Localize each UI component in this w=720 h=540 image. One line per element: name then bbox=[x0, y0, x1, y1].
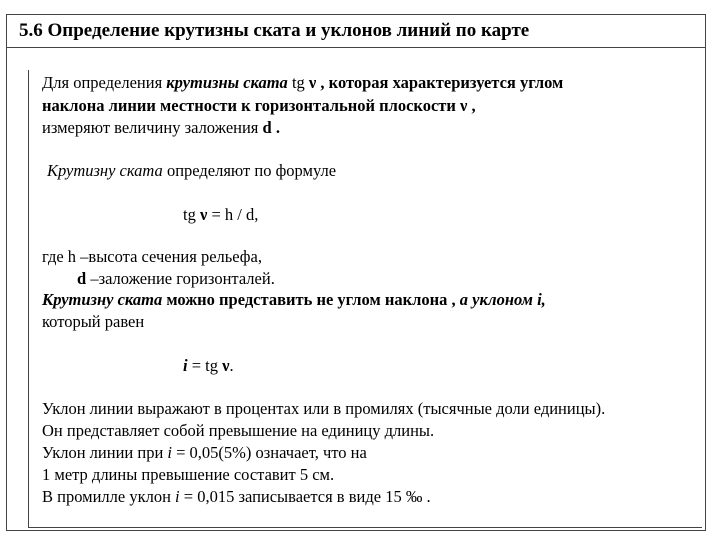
p1-line1 bbox=[42, 73, 563, 93]
text: . bbox=[229, 356, 234, 375]
text: , bbox=[467, 96, 476, 115]
text: Для определения bbox=[42, 73, 167, 92]
nu-symbol: ν bbox=[460, 96, 468, 115]
nu-symbol: ν bbox=[222, 356, 230, 375]
p1-line2 bbox=[42, 96, 476, 116]
formula-2 bbox=[183, 356, 234, 376]
i-symbol: i bbox=[175, 487, 180, 506]
text: наклона линии местности к горизонтальной плоскости bbox=[42, 96, 461, 115]
i-symbol: i bbox=[167, 443, 172, 462]
text: = 0,05(5%) означает, что на bbox=[172, 443, 367, 462]
formula-1 bbox=[183, 205, 258, 225]
p2-line bbox=[47, 161, 336, 181]
i-symbol: i bbox=[183, 356, 188, 375]
text: определяют по формуле bbox=[162, 161, 337, 180]
term-krutizna: Крутизну ската bbox=[42, 290, 163, 309]
text: –высота сечения рельефа, bbox=[76, 247, 262, 266]
text: tg bbox=[287, 73, 309, 92]
nu-symbol: ν bbox=[308, 73, 317, 92]
text: а уклоном bbox=[459, 290, 533, 309]
p4-line1: Уклон линии выражают в процентах или в промилях (тысячные доли единицы). bbox=[42, 399, 606, 418]
p3-line2: который равен bbox=[42, 312, 145, 331]
p4-line4: 1 метр длины превышение составит 5 см. bbox=[42, 465, 335, 484]
p4-line5 bbox=[42, 487, 431, 507]
p4-line3 bbox=[42, 443, 367, 463]
term-krutizna: Крутизну ската bbox=[47, 161, 163, 180]
text: где h bbox=[42, 247, 77, 266]
d-symbol: d bbox=[77, 269, 87, 288]
text: = h / d, bbox=[207, 205, 259, 224]
nu-symbol: ν bbox=[199, 205, 208, 224]
text: , которая характеризуется углом bbox=[316, 73, 564, 92]
p1-line3 bbox=[42, 118, 280, 138]
text: = 0,015 записывается в виде 15 ‰ . bbox=[179, 487, 431, 506]
text: измеряют величину заложения bbox=[42, 118, 263, 137]
term-krutizna: крутизны ската bbox=[166, 73, 288, 92]
text: В промилле уклон bbox=[42, 487, 176, 506]
text: = tg bbox=[187, 356, 223, 375]
title-box bbox=[6, 14, 706, 48]
i-symbol: i, bbox=[532, 290, 546, 309]
def-h bbox=[42, 247, 262, 267]
d-symbol: d . bbox=[262, 118, 280, 137]
page-title: 5.6 Определение крутизны ската и уклонов линий по карте bbox=[19, 20, 530, 41]
text: можно представить не углом наклона , bbox=[162, 290, 460, 309]
def-d bbox=[77, 269, 275, 289]
text: –заложение горизонталей. bbox=[86, 269, 275, 288]
p3-line1 bbox=[42, 290, 546, 310]
text: Уклон линии при bbox=[42, 443, 168, 462]
p4-line2: Он представляет собой превышение на единицу длины. bbox=[42, 421, 435, 440]
text: tg bbox=[183, 205, 200, 224]
